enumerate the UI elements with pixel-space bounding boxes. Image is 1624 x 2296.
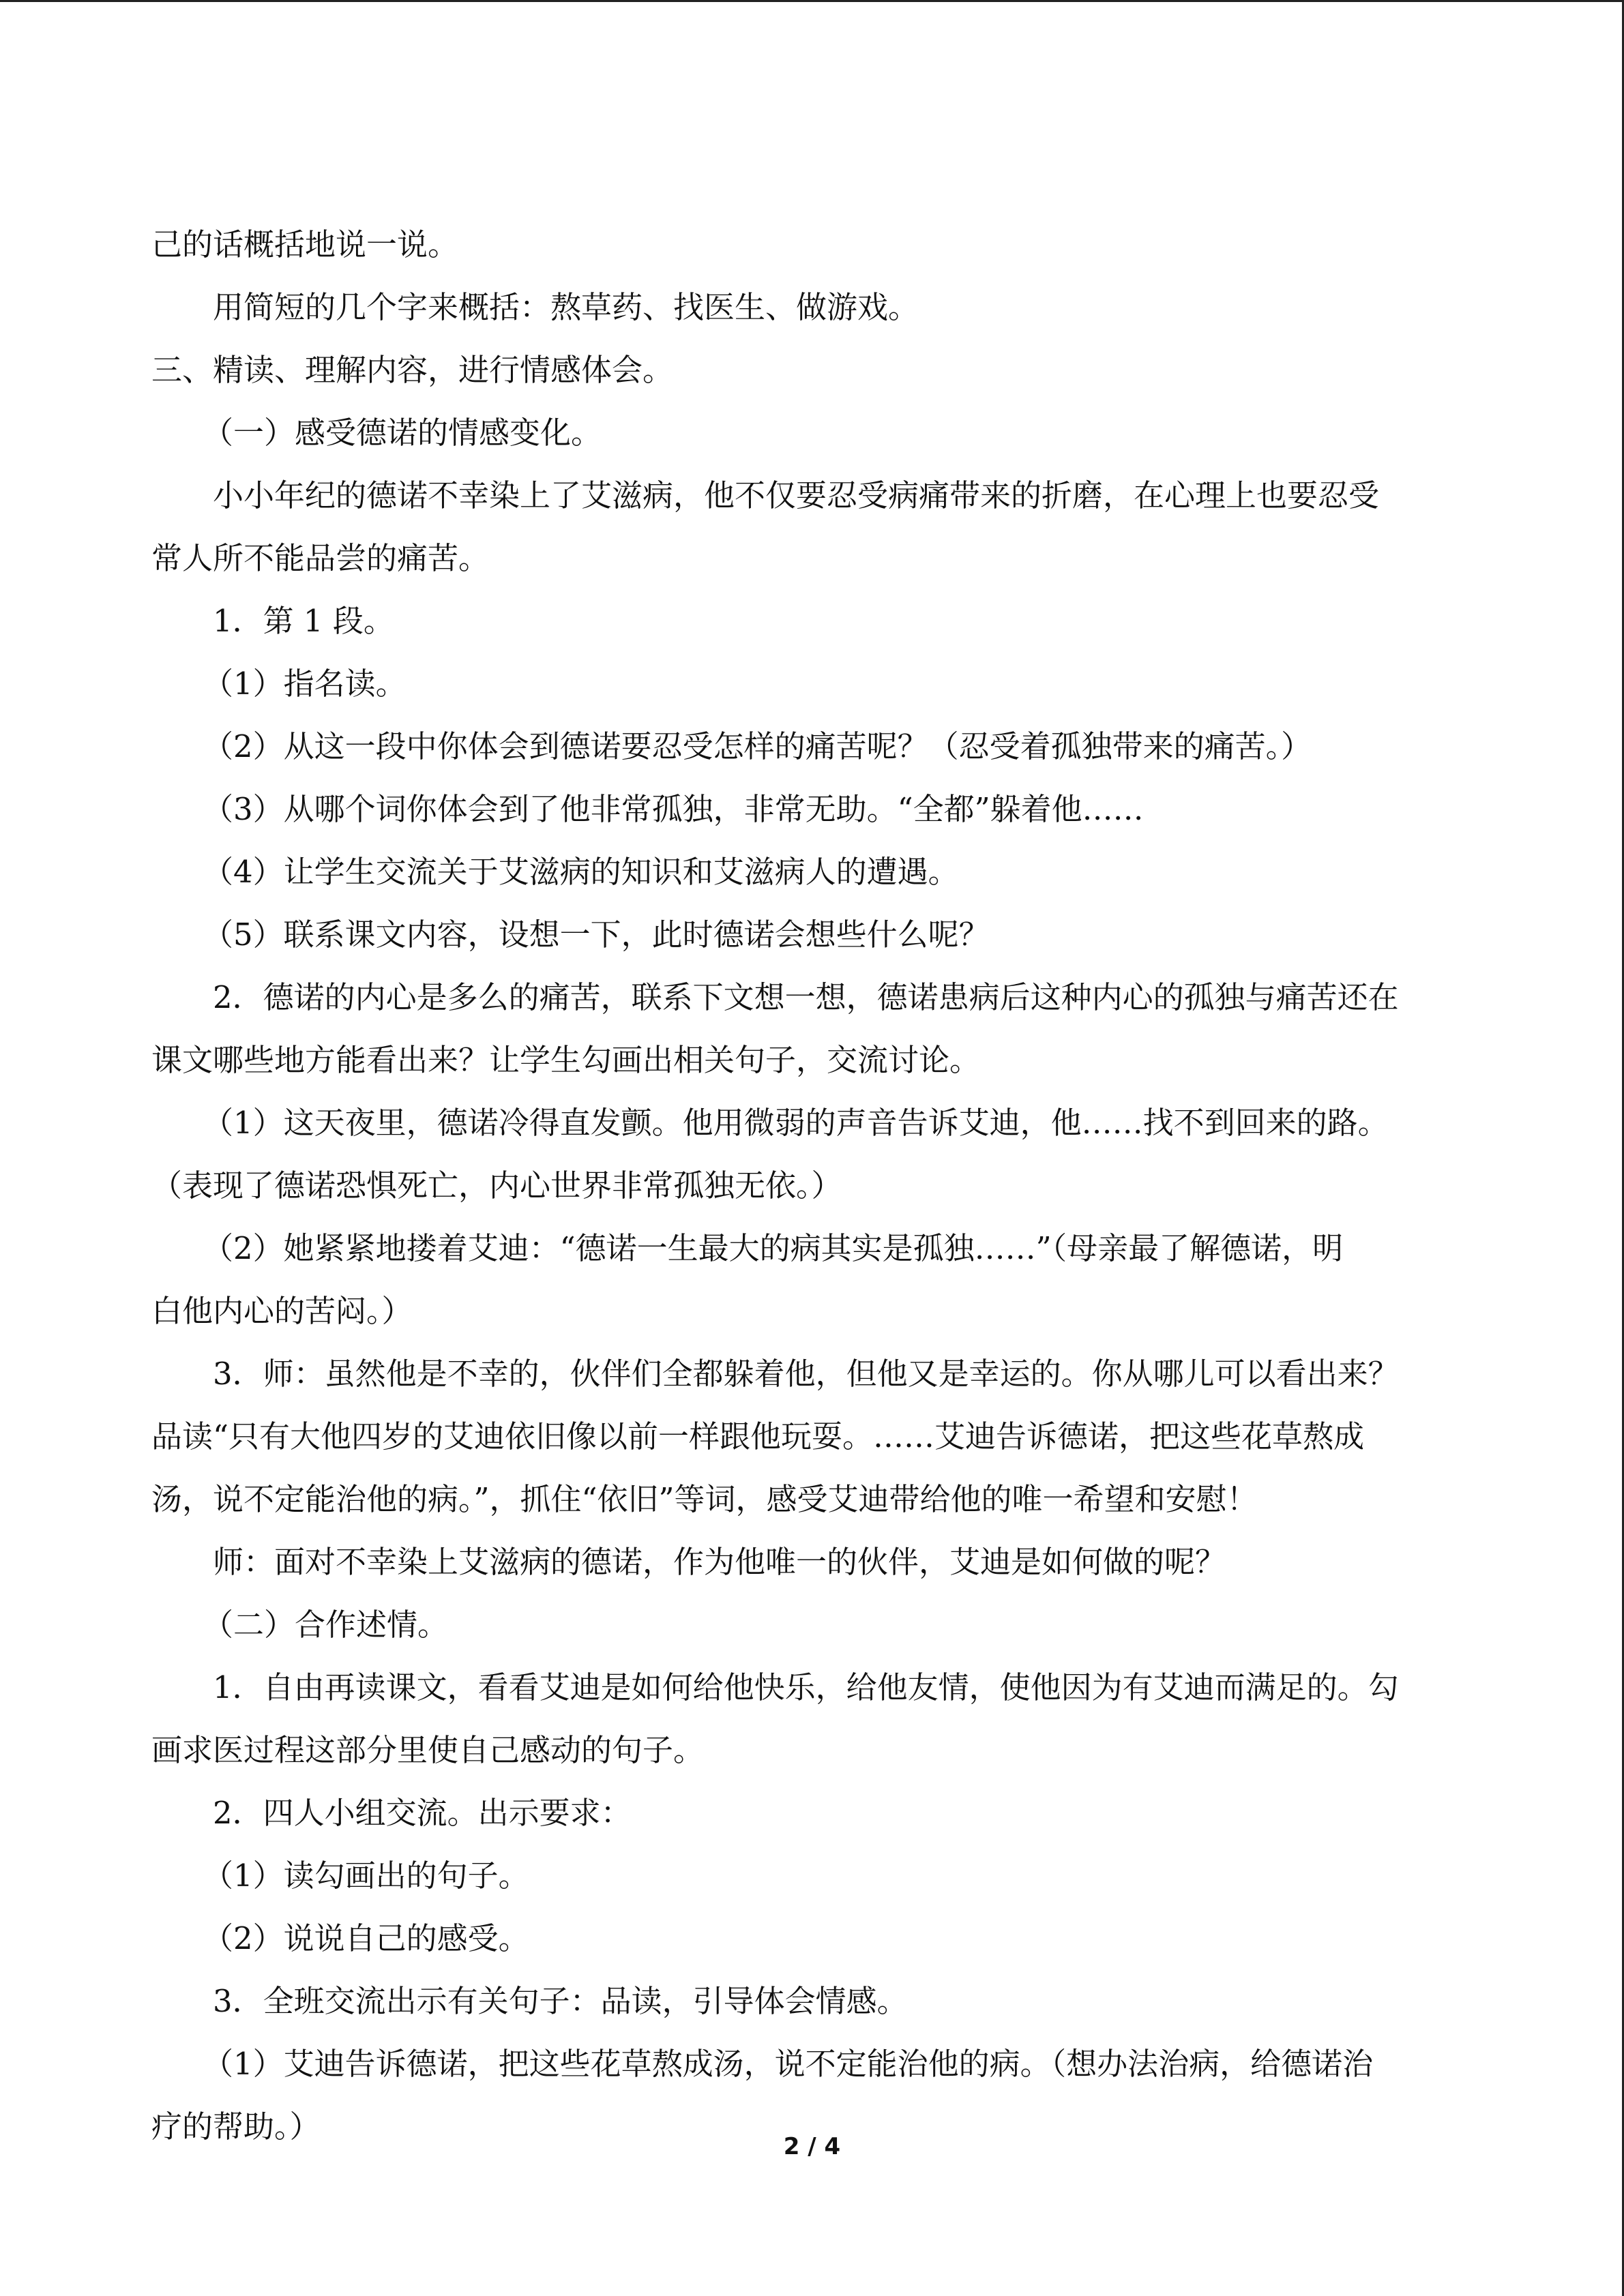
- text-line: 白他内心的苦闷。）: [151, 1293, 413, 1329]
- list-item: 1．自由再读课文，看看艾迪是如何给他快乐，给他友情，使他因为有艾迪而满足的。勾: [213, 1669, 1399, 1705]
- subsection-heading: （一）感受德诺的情感变化。: [203, 415, 602, 451]
- text-line: 己的话概括地说一说。: [151, 226, 459, 263]
- list-item: 3．全班交流出示有关句子：品读，引导体会情感。: [213, 1983, 908, 2019]
- page-number: 2 / 4: [783, 2133, 841, 2160]
- list-item: 2．四人小组交流。出示要求：: [213, 1795, 632, 1831]
- list-item: 2．德诺的内心是多么的痛苦，联系下文想一想，德诺患病后这种内心的孤独与痛苦还在: [213, 979, 1399, 1015]
- section-heading: 三、精读、理解内容，进行情感体会。: [151, 352, 674, 388]
- list-item: （4）让学生交流关于艾滋病的知识和艾滋病人的遭遇。: [203, 854, 959, 890]
- list-item: （2）她紧紧地搂着艾迪：“德诺一生最大的病其实是孤独……”（母亲最了解德诺，明: [203, 1230, 1344, 1266]
- text-line: 疗的帮助。）: [151, 2108, 321, 2145]
- subsection-heading: （二）合作述情。: [203, 1607, 449, 1643]
- list-item: （1）读勾画出的句子。: [203, 1858, 529, 1894]
- list-item: （2）说说自己的感受。: [203, 1920, 529, 1956]
- list-item: （1）这天夜里，德诺冷得直发颤。他用微弱的声音告诉艾迪，他……找不到回来的路。: [203, 1105, 1389, 1141]
- text-line: 用简短的几个字来概括：熬草药、找医生、做游戏。: [213, 289, 919, 325]
- list-item: （1）艾迪告诉德诺，把这些花草熬成汤，说不定能治他的病。（想办法治病，给德诺治: [203, 2046, 1374, 2082]
- text-line: 汤，说不定能治他的病。”，抓住“依旧”等词，感受艾迪带给他的唯一希望和安慰！: [151, 1481, 1258, 1517]
- text-line: 课文哪些地方能看出来？让学生勾画出相关句子，交流讨论。: [151, 1042, 981, 1078]
- text-line: 品读“只有大他四岁的艾迪依旧像以前一样跟他玩耍。……艾迪告诉德诺，把这些花草熬成: [151, 1418, 1365, 1455]
- document-body: [151, 213, 1475, 2158]
- text-line: 常人所不能品尝的痛苦。: [151, 540, 490, 576]
- list-item: 1．第 1 段。: [213, 603, 394, 639]
- list-item: （2）从这一段中你体会到德诺要忍受怎样的痛苦呢？（忍受着孤独带来的痛苦。）: [203, 728, 1312, 764]
- text-line: 小小年纪的德诺不幸染上了艾滋病，他不仅要忍受病痛带来的折磨，在心理上也要忍受: [213, 477, 1380, 513]
- list-item: （5）联系课文内容，设想一下，此时德诺会想些什么呢？: [203, 916, 990, 953]
- list-item: （3）从哪个词你体会到了他非常孤独，非常无助。“全都”躲着他……: [203, 791, 1144, 827]
- list-item: （1）指名读。: [203, 666, 407, 702]
- text-line: （表现了德诺恐惧死亡，内心世界非常孤独无依。）: [151, 1167, 842, 1204]
- text-line: 画求医过程这部分里使自己感动的句子。: [151, 1732, 705, 1768]
- list-item: 3．师：虽然他是不幸的，伙伴们全都躲着他，但他又是幸运的。你从哪儿可以看出来？: [213, 1356, 1399, 1392]
- text-line: 师：面对不幸染上艾滋病的德诺，作为他唯一的伙伴，艾迪是如何做的呢？: [213, 1544, 1226, 1580]
